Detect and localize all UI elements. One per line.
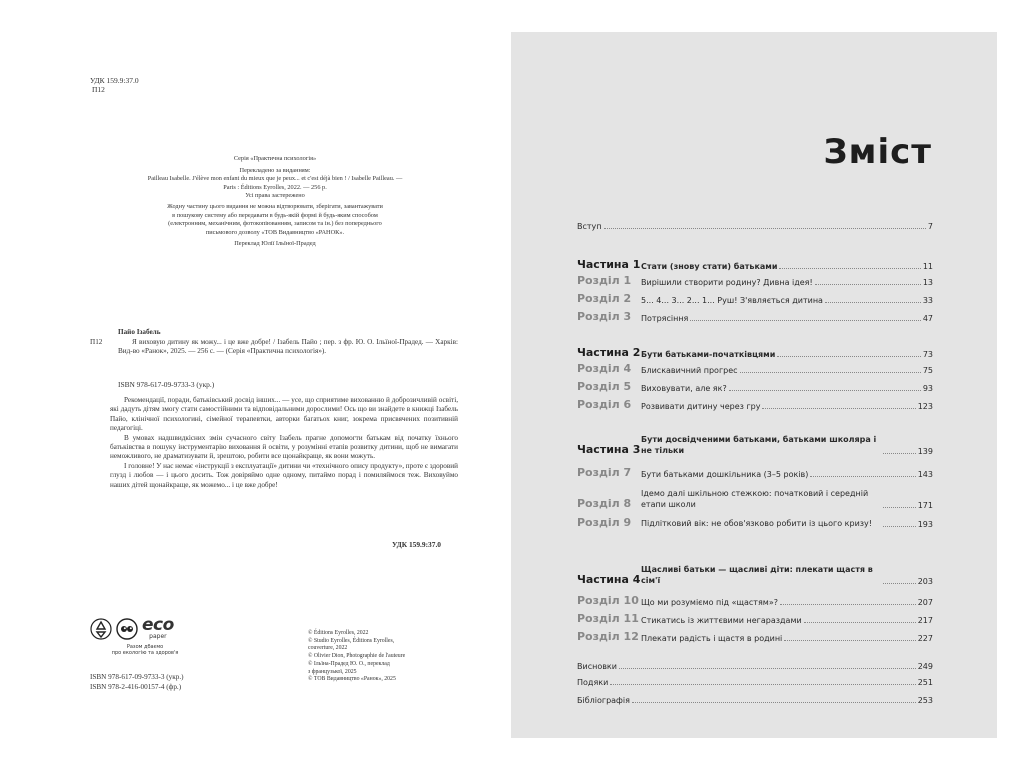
toc-leader [779,267,920,269]
toc-entry [577,362,933,375]
bibliography-text: Я виховую дитину як можу... і це вже добре! / Ізабель Пайо ; пер. з фр. Ю. О. Ільїної-Прадед. — Харків: Вид-во «Ранок», 2025. — 256 с. — (Серія «Практична психологія»). [118,337,458,356]
toc-entry [577,346,933,359]
toc-entry [577,630,933,643]
toc-leader [777,355,921,357]
toc-leader [780,603,916,605]
toc-entry [577,292,933,305]
toc-entry-title: Бути батьками дошкільника (3–5 років) [641,470,809,479]
copyright-line: з французької, 2025 [308,668,357,675]
series-line: письмового дозволу «ТОВ Видавництво «РАНОК». [205,228,345,236]
series-line: Переклад Юлії Ільїної-Прадед [234,240,316,248]
toc-entry-title: Щасливі батьки — щасливі діти: плекати щастя в сім'ї [641,565,873,585]
udk-top [90,76,139,94]
toc-entry-title: Вступ [577,222,602,231]
toc-entry-title: Стати (знову стати) батьками [641,262,778,271]
toc-entry [577,516,933,529]
toc-entry-title: Блискавичний прогрес [641,366,738,375]
toc-leader [804,621,916,623]
toc-entry-title: Бібліографія [577,696,630,705]
toc-leader [610,683,915,685]
toc-page-number: 13 [922,278,933,287]
toc-entry-title: 5... 4... 3... 2... 1... Руш! З'являється дитина [641,296,823,305]
toc-entry-title: Ідемо далі шкільною стежкою: початковий і середній етапи школи [641,489,869,509]
eco-subtitle: Разом дбаємо [126,644,164,650]
toc-leader [762,407,915,409]
toc-page [511,32,997,738]
copyright-line: © Éditions Eyrolles, 2022 [308,630,369,636]
eco-word: eco [142,615,174,635]
eyes-icon [116,618,138,640]
abstract-paragraph: Рекомендації, поради, батьківський досвід інших... — усе, що сприятиме вихованню й доброзичливій освіті, які дадуть дітям змогу стати самостійними та відповідальними дорослими! Ось що ви знайдете в книжці Ізабель Пайо, клінічної психологині, сімейної терапевтки, авторки багатьох книг, зокрема присвячених позитивній педагогіці. [110,396,458,433]
toc-leader [810,475,915,477]
toc-leader [729,389,921,391]
toc-page-number: 203 [917,577,933,586]
toc-entry [577,434,933,456]
toc-page-number: 75 [922,366,933,375]
toc-page-number: 207 [917,598,933,607]
toc-entry-title: Подяки [577,678,609,687]
toc-entry-title: Вирішили створити родину? Дивна ідея! [641,278,813,287]
chapter-label: Розділ 3 [577,310,632,323]
toc-leader [784,639,915,641]
toc-page-number: 171 [917,501,933,510]
toc-leader [883,452,916,454]
series-line: Paris : Éditions Eyrolles, 2022. — 256 p. [223,183,327,191]
copyright-line: © Studio Eyrolles, Éditions Eyrolles, [308,637,395,644]
isbn-main: ISBN 978-617-09-9733-3 (укр.) [118,380,215,389]
series-line: в пошукову систему або передавати в будь-якій формі й будь-яким способом [172,211,378,219]
toc-page-number: 253 [917,696,933,705]
toc-entry-title: Стикатись із життєвими негараздами [641,616,802,625]
toc-entry [577,678,933,687]
toc-entry [577,310,933,323]
chapter-label: Розділ 4 [577,362,632,375]
author-code: П12 [90,337,103,346]
series-line: (електронним, механічним, фотокопіюванням, записом та ін.) без попереднього [168,220,382,228]
copyright-block [308,630,405,684]
part-label: Частина 2 [577,346,641,359]
toc-page-number: 193 [917,520,933,529]
chapter-label: Розділ 2 [577,292,632,305]
copyright-line: couverture, 2022 [308,645,348,652]
part-label: Частина 3 [577,443,641,456]
udk-code: УДК 159.9:37.0 [90,76,139,85]
toc-entry [577,612,933,625]
chapter-label: Розділ 12 [577,630,639,643]
udk-bottom: УДК 159.9:37.0 [392,540,441,549]
toc-leader [883,506,916,508]
toc-entry [577,696,933,705]
chapter-label: Розділ 6 [577,398,632,411]
toc-page-number: 11 [922,262,933,271]
toc-entry-title: Бути досвідченими батьками, батьками школяра і не тільки [641,435,877,455]
toc-entry-title: Розвивати дитину через гру [641,402,761,411]
toc-entry [577,466,933,479]
part-label: Частина 1 [577,258,641,271]
series-line: Усі права застережено [245,192,305,200]
toc-page-number: 33 [922,296,933,305]
toc-page-number: 7 [927,222,933,231]
toc-title: Зміст [823,132,932,172]
toc-page-number: 251 [917,678,933,687]
toc-leader [883,582,916,584]
series-block [110,155,440,249]
series-line: Жодну частину цього видання не можна відтворювати, зберігати, завантажувати [167,202,383,210]
chapter-label: Розділ 8 [577,497,632,510]
toc-entry-title: Потрясіння [641,314,689,323]
toc-entry [577,488,933,510]
author-name: Пайо Ізабель [118,328,161,336]
abstract [110,396,458,490]
toc-page-number: 217 [917,616,933,625]
chapter-label: Розділ 7 [577,466,632,479]
toc-leader [825,301,921,303]
eco-paper-word: paper [149,633,167,640]
toc-leader [632,701,916,703]
toc-leader [604,227,926,229]
series-line: Перекладено за виданням: [239,166,311,174]
eco-paper-logo [90,615,200,656]
recycle-icon [90,618,112,640]
toc-page-number: 47 [922,314,933,323]
chapter-label: Розділ 5 [577,380,632,393]
toc-page-number: 227 [917,634,933,643]
toc-page-number: 139 [917,447,933,456]
toc-entry [577,398,933,411]
toc-entry-title: Виховувати, але як? [641,384,727,393]
abstract-paragraph: І головне! У нас немає «інструкції з експлуатації» дитини чи «технічного опису продукту», проте є здоровий глузд і любов — і цього досить. Тож довіряймо одне одному, питаймо порад і помиляймося теж. Виховуймо наших дітей щонайкраще, як можемо... і це вже добре! [110,461,458,489]
series-line: Pailleau Isabelle. J'élève mon enfant du mieux que je peux... et c'est déjà bien ! / Isabelle Pailleau. — [147,175,403,183]
toc-page-number: 143 [917,470,933,479]
toc-entry [577,594,933,607]
toc-page-number: 249 [917,662,933,671]
chapter-label: Розділ 10 [577,594,639,607]
chapter-label: Розділ 11 [577,612,639,625]
toc-page-number: 73 [922,350,933,359]
series-line: Серія «Практична психологія» [233,155,317,162]
toc-entry [577,380,933,393]
toc-entry [577,222,933,231]
toc-entry-title: Підлітковий вік: не обов'язково робити із цього кризу! [641,519,872,528]
copyright-line: © Olivier Dion, Photographie de l'auteure [308,653,406,660]
toc-entry [577,274,933,287]
copyright-line: © ТОВ Видавництво «Ранок», 2025 [308,676,396,683]
part-label: Частина 4 [577,573,641,586]
isbn-list [90,672,184,692]
copyright-line: © Ільїна-Прадед Ю. О., переклад [308,660,390,667]
eco-subtitle: про екологію та здоров'я [111,650,179,656]
author-mark: П12 [92,85,105,94]
toc-leader [883,525,916,527]
bibliographic-record [90,328,458,357]
toc-entry-title: Бути батьками-початківцями [641,350,776,359]
toc-leader [690,319,920,321]
isbn-item: ISBN 978-2-416-00157-4 (фр.) [90,683,182,691]
toc-leader [815,283,921,285]
toc-entry [577,258,933,271]
toc-leader [740,371,921,373]
abstract-paragraph: В умовах надшвидкісних змін сучасного світу Ізабель прагне допомогти батькам від початку їхнього батьківства в пошуку інструментарію виховання й освіти, у розумінні етапів розвитку дитини, щоб не вимагати неможливого, не драматизувати й, зрештою, робити все щонайкраще, як вони можуть. [110,433,458,461]
chapter-label: Розділ 1 [577,274,632,287]
toc-entry-title: Що ми розуміємо під «щастям»? [641,598,778,607]
toc-entry [577,662,933,671]
imprint-page [0,0,510,768]
toc-page-number: 93 [922,384,933,393]
toc-entry [577,564,933,586]
chapter-label: Розділ 9 [577,516,632,529]
toc-entry-title: Плекати радість і щастя в родині [641,634,783,643]
toc-leader [619,667,916,669]
toc-entry-title: Висновки [577,662,617,671]
toc-page-number: 123 [917,402,933,411]
isbn-item: ISBN 978-617-09-9733-3 (укр.) [90,673,184,681]
